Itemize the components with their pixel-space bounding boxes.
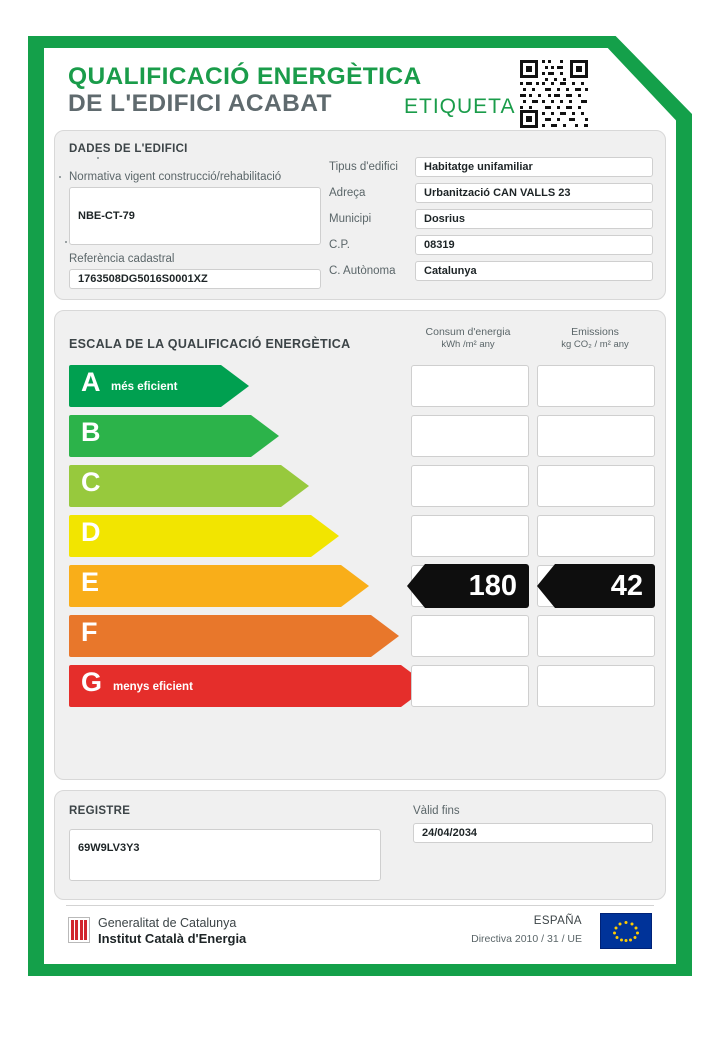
energy-cell-d bbox=[411, 515, 529, 557]
codi-postal-value: 08319 bbox=[415, 235, 653, 255]
qr-code-icon bbox=[516, 56, 592, 132]
grade-letter-f: F bbox=[81, 617, 98, 647]
header bbox=[44, 48, 676, 126]
comunitat-autonoma-value: Catalunya bbox=[415, 261, 653, 281]
directiva-label: Directiva 2010 / 31 / UE bbox=[471, 933, 582, 945]
generalitat-label: Generalitat de Catalunya bbox=[98, 916, 237, 930]
municipi-label: Municipi bbox=[329, 213, 372, 225]
grade-bar-g bbox=[69, 665, 429, 707]
adreca-label: Adreça bbox=[329, 187, 366, 199]
grade-bar-b bbox=[69, 415, 279, 457]
tipus-edifici-value: Habitatge unifamiliar bbox=[415, 157, 653, 177]
energy-cell-b bbox=[411, 415, 529, 457]
registry-code-value: 69W9LV3Y3 bbox=[69, 829, 381, 881]
eu-flag-icon bbox=[600, 913, 652, 949]
energy-cell-g bbox=[411, 665, 529, 707]
grade-bar-f bbox=[69, 615, 399, 657]
emissions-column-header bbox=[533, 325, 657, 352]
edge-mark bbox=[59, 176, 61, 178]
energy-column-title: Consum d'energia bbox=[425, 326, 511, 338]
title-line-1: QUALIFICACIÓ ENERGÈTICA bbox=[68, 63, 422, 90]
etiqueta-label: ETIQUETA bbox=[404, 95, 516, 118]
registry-panel bbox=[54, 790, 666, 900]
grade-bar-a bbox=[69, 365, 249, 407]
municipi-value: Dosrius bbox=[415, 209, 653, 229]
normativa-value: NBE-CT-79 bbox=[69, 187, 321, 245]
energy-consumption-value: 180 bbox=[425, 564, 529, 608]
title-line-2: DE L'EDIFICI ACABAT bbox=[68, 90, 332, 118]
energy-scale-panel bbox=[54, 310, 666, 780]
energy-column-units: kWh /m² any bbox=[441, 339, 495, 351]
referencia-label: Referència cadastral bbox=[69, 253, 175, 265]
emissions-cell-g bbox=[537, 665, 655, 707]
catalonia-flag-icon bbox=[68, 917, 90, 943]
emissions-cell-a bbox=[537, 365, 655, 407]
grade-bar-e bbox=[69, 565, 369, 607]
energy-column-header bbox=[403, 325, 533, 352]
tipus-edifici-label: Tipus d'edifici bbox=[329, 161, 398, 173]
grade-letter-a: A bbox=[81, 367, 101, 397]
icaen-label: Institut Català d'Energia bbox=[98, 931, 247, 946]
registry-title: REGISTRE bbox=[69, 805, 131, 817]
grade-bar-c bbox=[69, 465, 309, 507]
energy-scale-title: ESCALA DE LA QUALIFICACIÓ ENERGÈTICA bbox=[69, 337, 351, 351]
emissions-cell-b bbox=[537, 415, 655, 457]
energy-cell-f bbox=[411, 615, 529, 657]
codi-postal-label: C.P. bbox=[329, 239, 350, 251]
footer-divider bbox=[66, 905, 654, 906]
emissions-column-title: Emissions bbox=[571, 326, 619, 338]
building-data-panel bbox=[54, 130, 666, 300]
building-data-title: DADES DE L'EDIFICI bbox=[69, 143, 188, 155]
emissions-value: 42 bbox=[555, 564, 655, 608]
grade-letter-b: B bbox=[81, 417, 101, 447]
comunitat-autonoma-label: C. Autònoma bbox=[329, 265, 396, 277]
valid-until-value: 24/04/2034 bbox=[413, 823, 653, 843]
edge-mark bbox=[65, 241, 67, 243]
adreca-value: Urbanització CAN VALLS 23 bbox=[415, 183, 653, 203]
page-title bbox=[68, 64, 422, 118]
espana-label: ESPAÑA bbox=[533, 915, 582, 927]
grade-bar-d bbox=[69, 515, 339, 557]
grade-letter-d: D bbox=[81, 517, 101, 547]
grade-note-least-efficient: menys eficient bbox=[113, 681, 193, 693]
grade-letter-c: C bbox=[81, 467, 101, 497]
normativa-label: Normativa vigent construcció/rehabilitació bbox=[69, 171, 282, 183]
referencia-value: 1763508DG5016S0001XZ bbox=[69, 269, 321, 289]
valid-until-label: Vàlid fins bbox=[413, 805, 460, 817]
energy-cell-c bbox=[411, 465, 529, 507]
footer bbox=[54, 905, 666, 961]
edge-mark bbox=[97, 157, 99, 159]
emissions-cell-d bbox=[537, 515, 655, 557]
emissions-cell-f bbox=[537, 615, 655, 657]
grade-note-most-efficient: més eficient bbox=[111, 381, 178, 393]
emissions-cell-c bbox=[537, 465, 655, 507]
energy-cell-a bbox=[411, 365, 529, 407]
emissions-column-units: kg CO₂ / m² any bbox=[561, 339, 629, 351]
grade-letter-e: E bbox=[81, 567, 100, 597]
grade-letter-g: G bbox=[81, 667, 103, 697]
